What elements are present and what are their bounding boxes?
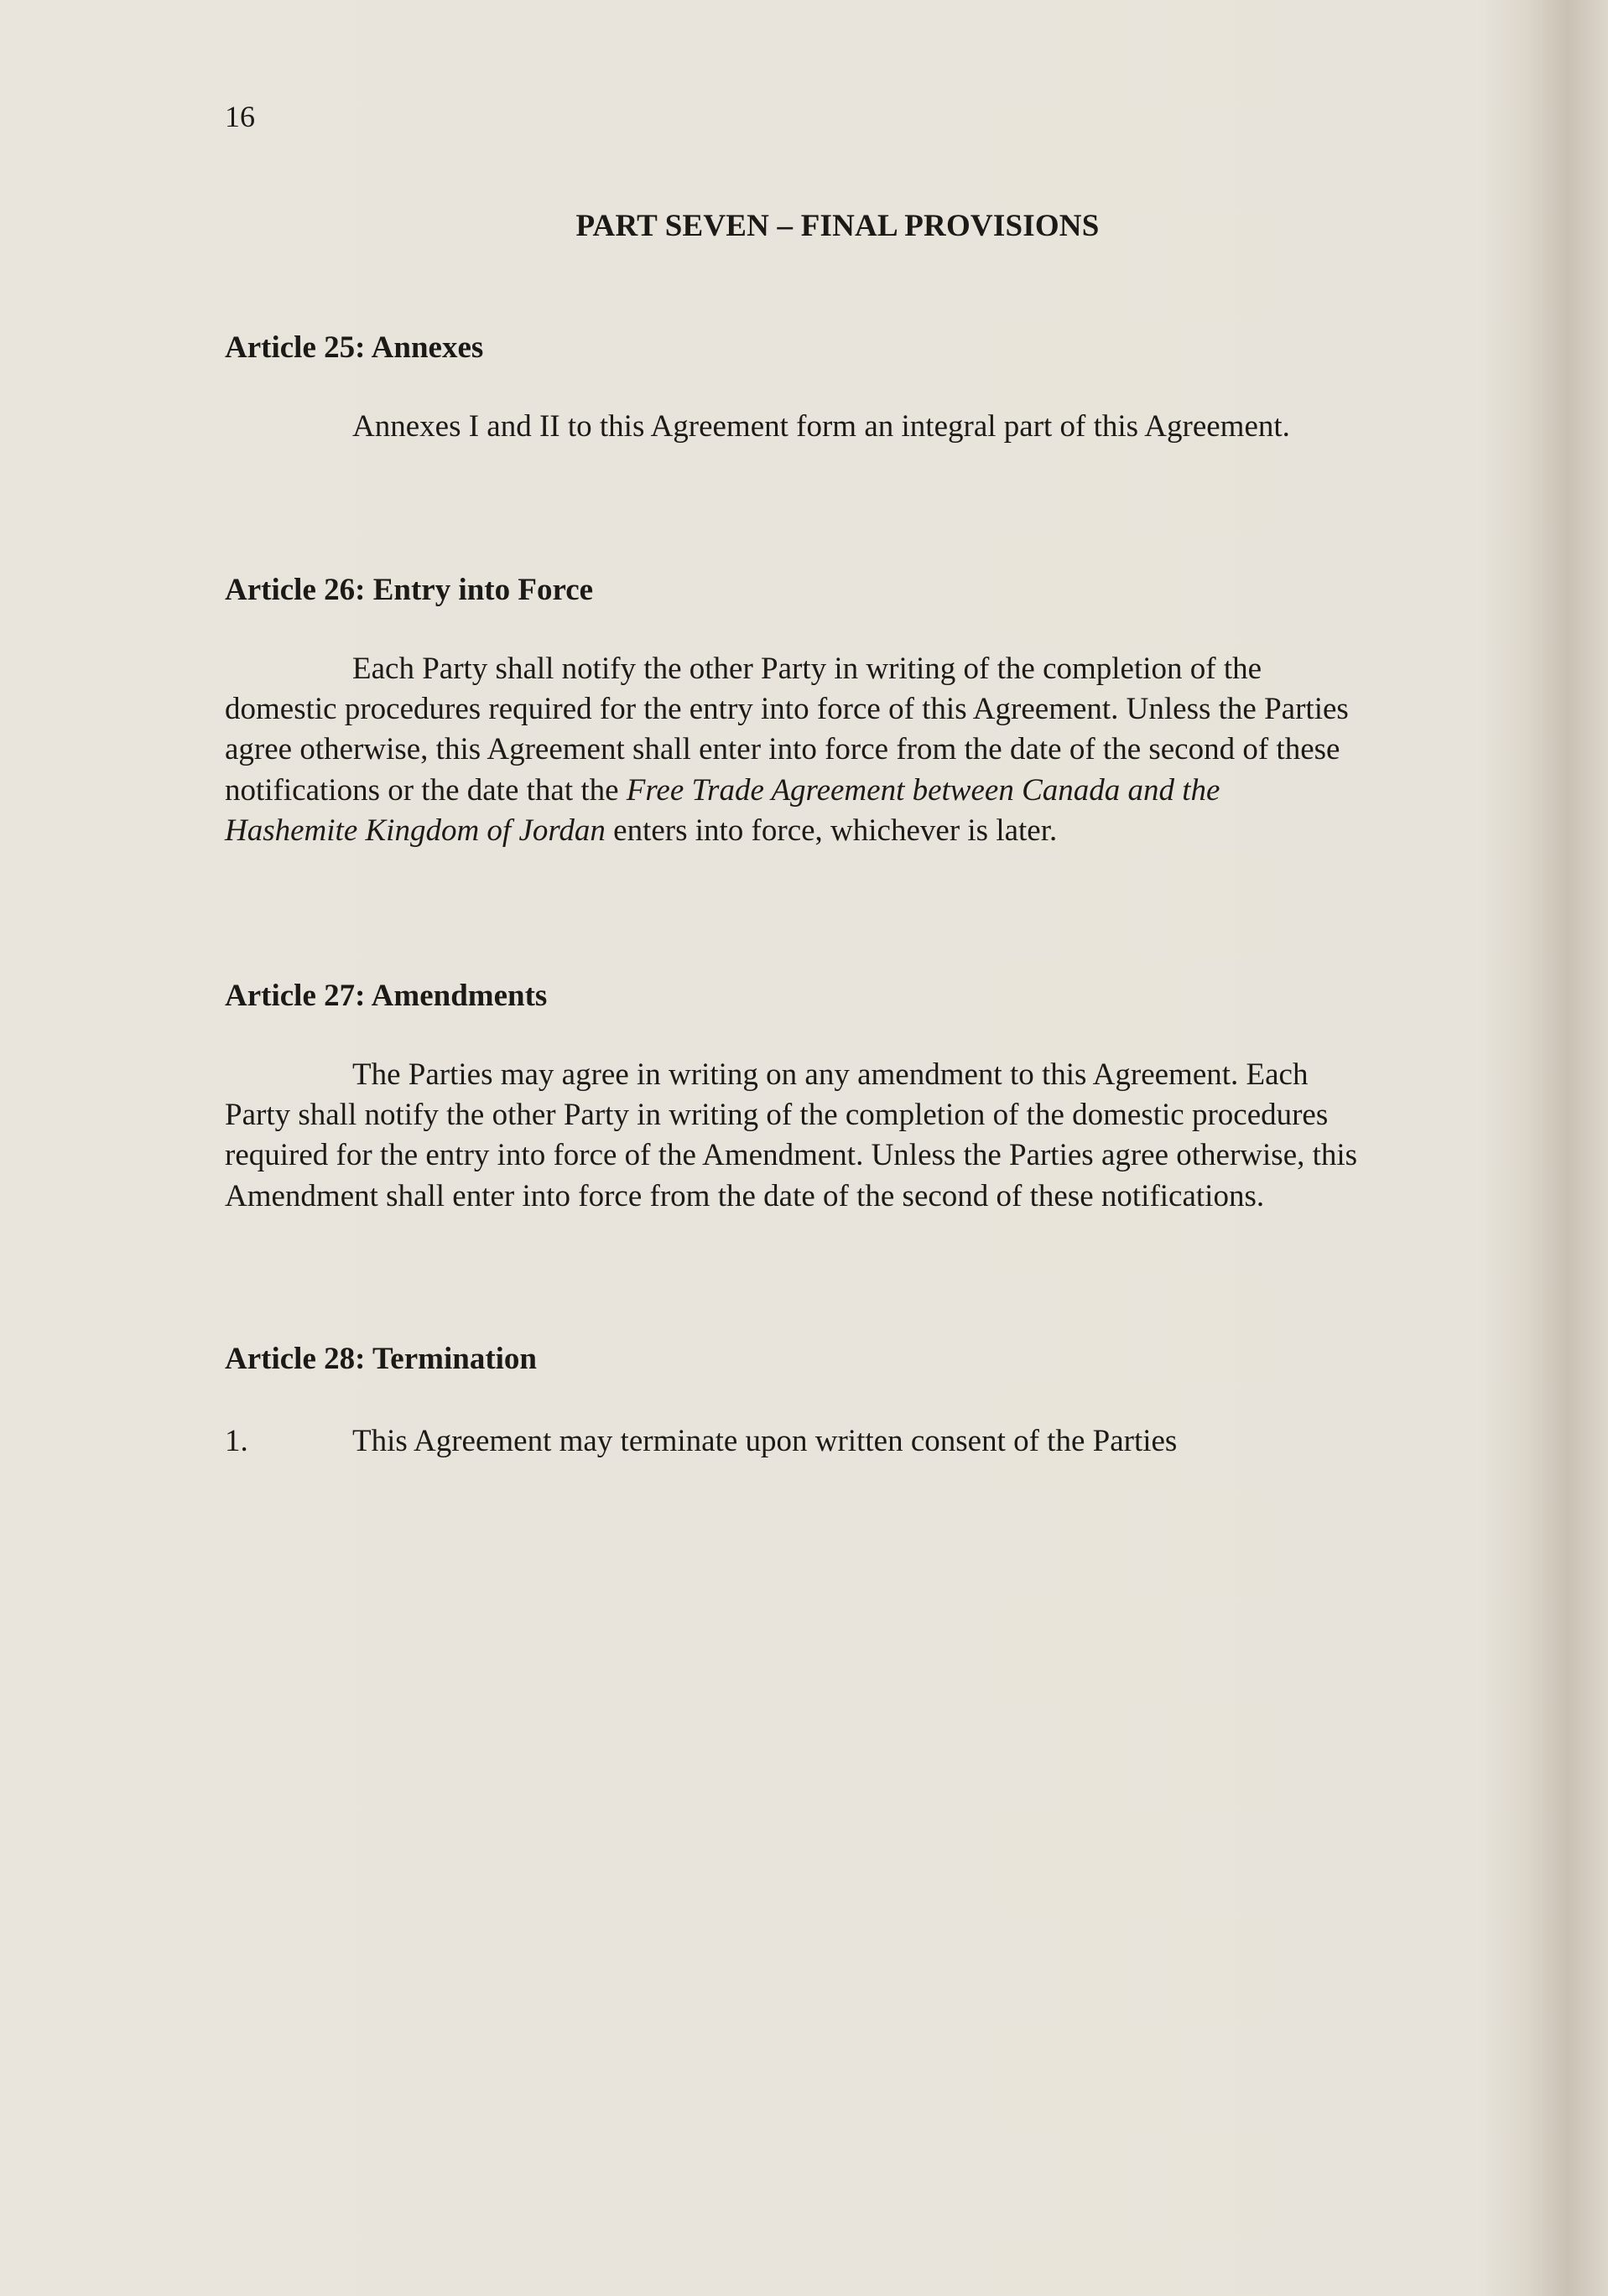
list-item-number: 1. (225, 1424, 248, 1458)
article-28 (225, 1339, 1374, 1462)
article-26 (225, 570, 1374, 851)
article-heading: Article 26: Entry into Force (225, 573, 594, 607)
article-body-text: enters into force, whichever is later. (605, 813, 1058, 848)
article-body: The Parties may agree in writing on any amendment to this Agreement. Each Party shall notify the other Party in writing of the completion of the domestic procedures required for the entry into force of the Amendment. Unless the Parties agree otherwise, this Amendment shall enter into force from the date of the second of these notifications. (225, 1057, 1358, 1213)
article-heading: Article 28: Termination (225, 1342, 538, 1376)
article-body: Annexes I and II to this Agreement form an integral part of this Agreement. (352, 409, 1290, 444)
article-25 (225, 328, 1374, 447)
agreement-title-italic: Free Trade Agreement between Canada and the Hashemite Kingdom of Jordan (225, 772, 1220, 848)
list-item-text: This Agreement may terminate upon written consent of the Parties (352, 1424, 1178, 1458)
list-item (225, 1421, 1374, 1462)
article-body (225, 649, 1353, 851)
article-heading: Article 27: Amendments (225, 979, 548, 1013)
page-number: 16 (225, 100, 255, 133)
article-heading: Article 25: Annexes (225, 330, 484, 365)
part-title: PART SEVEN – FINAL PROVISIONS (575, 209, 1100, 243)
article-27 (225, 976, 1374, 1217)
article-body-text: Each Party shall notify the other Party in writing of the completion of the domestic procedures required for the entry into force of this Agreement. Unless the Parties agree otherwise, this Agreement shall enter into force from the date of the second of these notifications or the date that the (225, 652, 1349, 808)
